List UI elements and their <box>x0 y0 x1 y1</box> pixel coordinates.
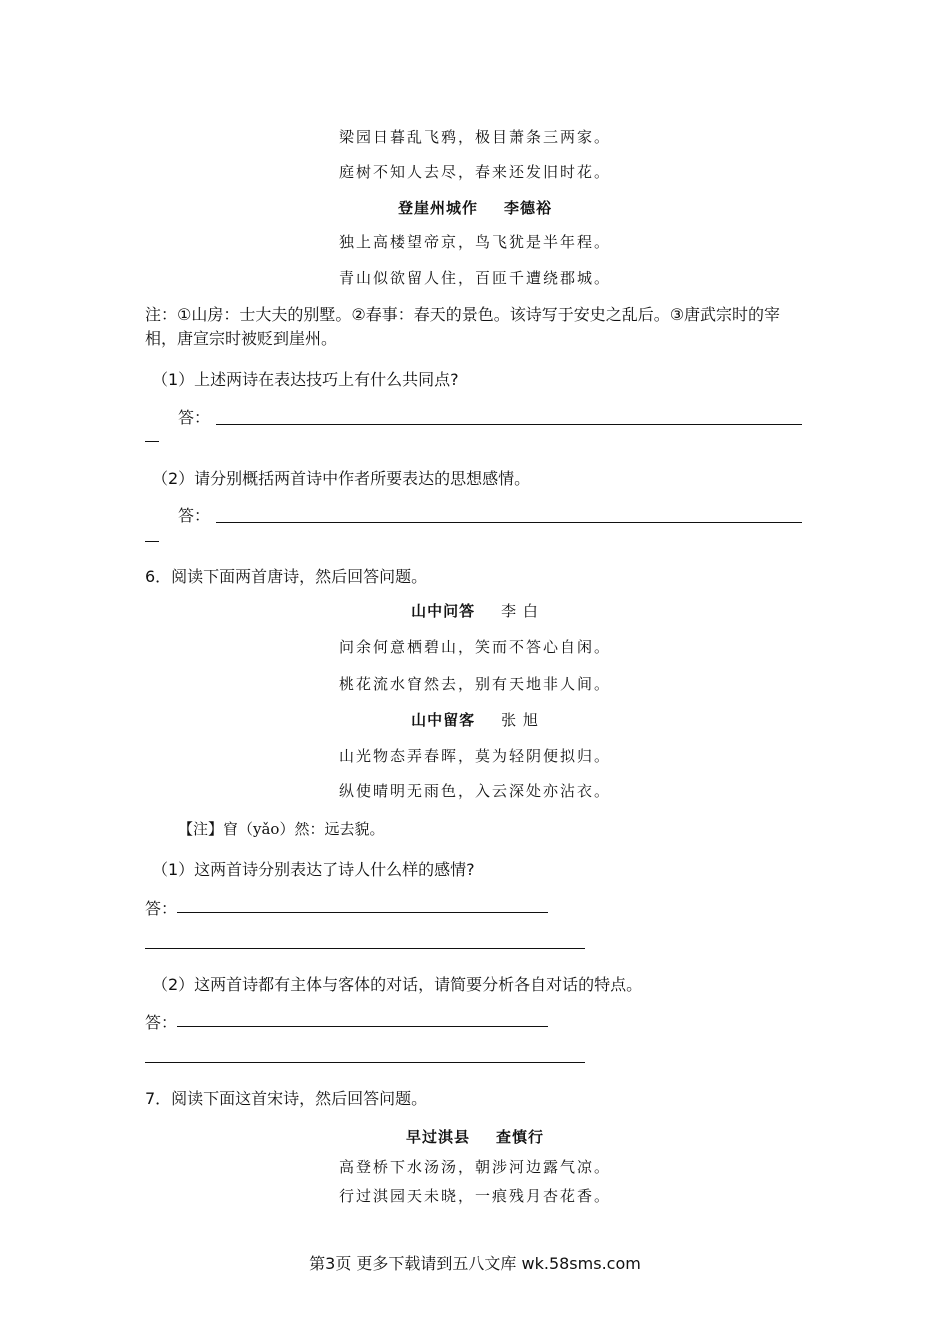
answer-line-6-2-b[interactable] <box>145 1062 585 1063</box>
question-5-1: （1）上述两诗在表达技巧上有什么共同点? <box>152 370 459 389</box>
poem2-line-1: 独上高楼望帝京，鸟飞犹是半年程。 <box>338 233 611 251</box>
answer-label-6-2: 答： <box>145 1013 178 1032</box>
poem-b-title: 山中留客 <box>411 711 476 729</box>
poem-a-author: 李 白 <box>501 602 539 620</box>
answer-line-5-2[interactable] <box>216 522 802 523</box>
poem-b-title-row <box>0 709 950 730</box>
poem2-line-2: 青山似欲留人住，百匝千遭绕郡城。 <box>338 269 611 287</box>
poem-a-line-2: 桃花流水窅然去，别有天地非人间。 <box>338 675 611 693</box>
poem-b-line-2: 纵使晴明无雨色，入云深处亦沾衣。 <box>338 782 611 800</box>
question-7-heading: 7．阅读下面这首宋诗，然后回答问题。 <box>145 1089 428 1108</box>
question-6-heading: 6．阅读下面两首唐诗，然后回答问题。 <box>145 567 428 586</box>
poem2-title-row <box>0 197 950 218</box>
answer-line-6-2-a[interactable] <box>177 1026 548 1027</box>
answer-line-5-1[interactable] <box>216 424 802 425</box>
poem-a-title-row <box>0 600 950 621</box>
poem1-line-2: 庭树不知人去尽，春来还发旧时花。 <box>338 163 611 181</box>
question-5-2: （2）请分别概括两首诗中作者所要表达的思想感情。 <box>152 469 531 488</box>
answer-line-6-1-a[interactable] <box>177 912 548 913</box>
answer-label-5-1: 答： <box>178 408 211 427</box>
answer-label-6-1: 答： <box>145 899 178 918</box>
poem1-line-1: 梁园日暮乱飞鸦，极目萧条三两家。 <box>338 128 611 146</box>
note-q6: 【注】窅（yǎo）然：远去貌。 <box>178 820 385 838</box>
poem-c-line-2: 行过淇园天未晓，一痕残月杏花香。 <box>338 1187 611 1205</box>
answer-line-5-2-tail <box>145 541 159 542</box>
question-6-2: （2）这两首诗都有主体与客体的对话，请简要分析各自对话的特点。 <box>152 975 643 994</box>
answer-line-6-1-b[interactable] <box>145 948 585 949</box>
poem-c-title: 早过淇县 <box>405 1128 470 1146</box>
note-q5: 注：①山房：士大夫的别墅。②春事：春天的景色。该诗写于安史之乱后。③唐武宗时的宰相，唐宣宗时被贬到崖州。 <box>145 305 781 348</box>
poem-c-title-row <box>0 1126 950 1147</box>
poem-a-title: 山中问答 <box>411 602 476 620</box>
poem-c-author: 查慎行 <box>496 1128 545 1146</box>
poem-c-line-1: 高登桥下水汤汤，朝涉河边露气凉。 <box>338 1158 611 1176</box>
answer-line-5-1-tail <box>145 441 159 442</box>
page-footer: 第3页 更多下载请到五八文库 wk.58sms.com <box>309 1254 641 1273</box>
poem2-title: 登崖州城作 <box>397 199 478 217</box>
answer-label-5-2: 答： <box>178 506 211 525</box>
poem2-author: 李德裕 <box>504 199 553 217</box>
poem-b-line-1: 山光物态弄春晖，莫为轻阴便拟归。 <box>338 747 611 765</box>
poem-a-line-1: 问余何意栖碧山，笑而不答心自闲。 <box>338 638 611 656</box>
question-6-1: （1）这两首诗分别表达了诗人什么样的感情? <box>152 860 475 879</box>
poem-b-author: 张 旭 <box>501 711 539 729</box>
